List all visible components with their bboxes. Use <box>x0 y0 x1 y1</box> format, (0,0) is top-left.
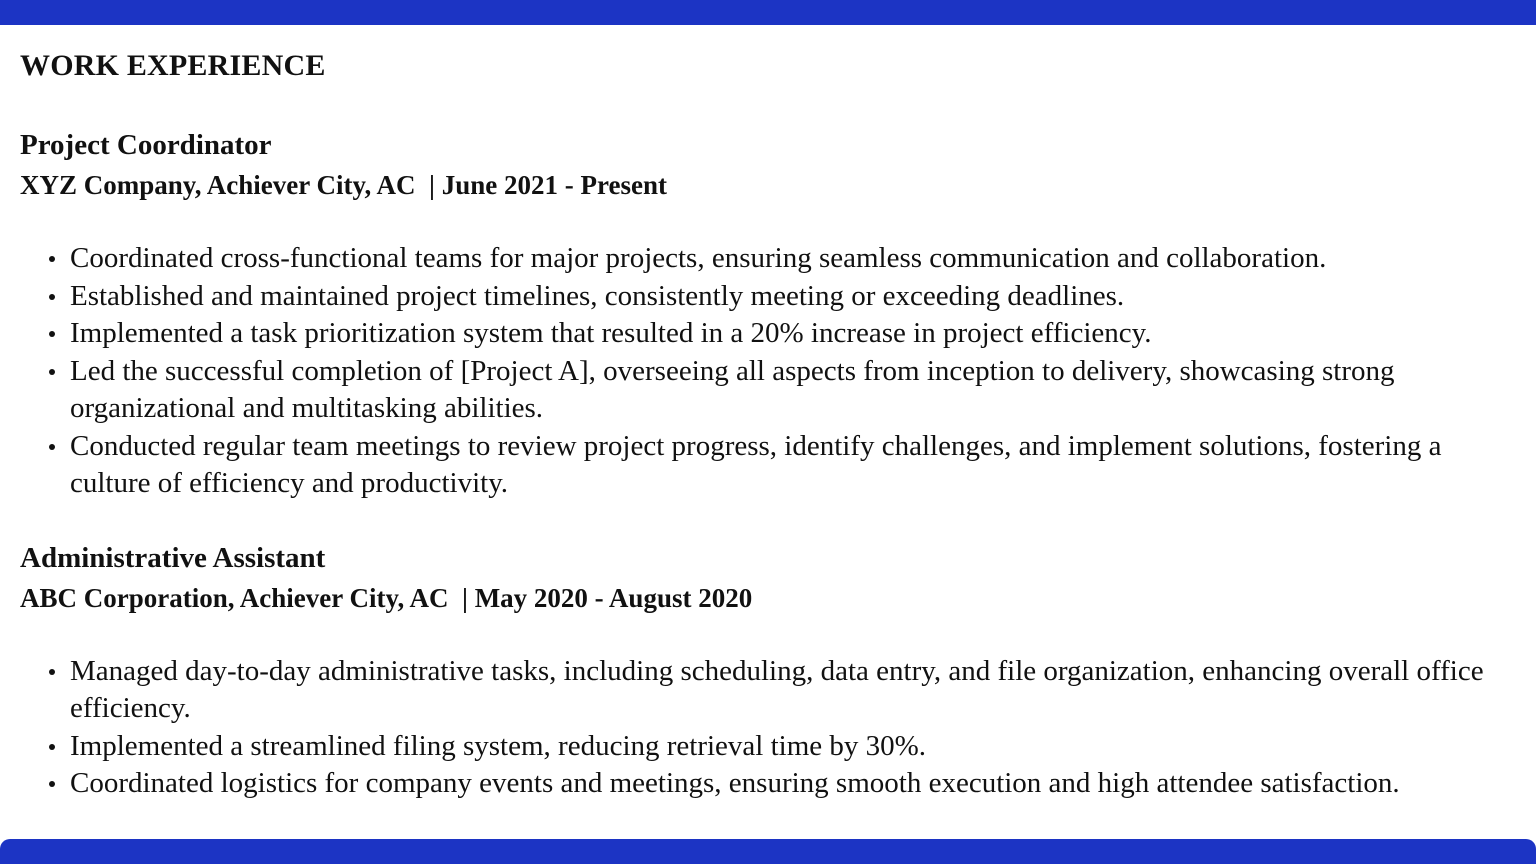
bullet-text: Conducted regular team meetings to review project progress, identify challenges, and implement solutions, fostering a culture of efficiency and productivity. <box>70 429 1442 499</box>
bullet-text: Implemented a task prioritization system that resulted in a 20% increase in project efficiency. <box>70 317 1152 349</box>
bullet-text: Implemented a streamlined filing system, reducing retrieval time by 30%. <box>70 729 927 762</box>
list-item <box>20 240 1520 278</box>
bullet-icon <box>49 744 55 750</box>
job-dates: May 2020 - August 2020 <box>474 582 753 613</box>
bullet-text: Led the successful completion of [Project A], overseeing all aspects from inception to delivery, showcasing strong organizational and multitasking abilities. <box>70 354 1395 424</box>
job-company: XYZ Company, Achiever City, AC <box>20 170 416 200</box>
list-item <box>20 765 1520 803</box>
job-dates: June 2021 - Present <box>441 170 667 200</box>
bullet-icon <box>49 669 55 675</box>
list-item <box>20 353 1520 428</box>
job-bullet-list <box>20 653 1520 803</box>
bullet-icon <box>49 256 55 262</box>
bullet-icon <box>49 781 55 787</box>
job-title: Project Coordinator <box>20 129 272 161</box>
list-item <box>20 278 1520 316</box>
bullet-text: Coordinated cross-functional teams for major projects, ensuring seamless communication and collaboration. <box>70 242 1327 274</box>
bullet-icon <box>49 294 55 300</box>
bottom-accent-bar <box>0 839 1536 864</box>
job-entry-project-coordinator <box>20 125 1520 503</box>
list-item <box>20 428 1520 503</box>
job-meta-separator: | <box>415 170 442 200</box>
job-meta <box>20 165 1520 205</box>
job-bullet-list <box>20 240 1520 503</box>
job-company: ABC Corporation, Achiever City, AC <box>20 582 449 613</box>
top-accent-bar <box>0 0 1536 25</box>
job-meta <box>20 578 1520 618</box>
section-title: WORK EXPERIENCE <box>20 49 326 82</box>
list-item <box>20 653 1520 728</box>
bullet-icon <box>49 331 55 337</box>
job-title: Administrative Assistant <box>20 541 326 574</box>
job-entry-administrative-assistant <box>20 538 1520 803</box>
list-item <box>20 315 1520 353</box>
work-experience-section <box>20 46 1520 803</box>
list-item <box>20 728 1520 766</box>
bullet-text: Established and maintained project timelines, consistently meeting or exceeding deadlines. <box>70 279 1125 312</box>
job-meta-separator: | <box>448 582 475 613</box>
bullet-text: Managed day-to-day administrative tasks, including scheduling, data entry, and file organization, enhancing overall office efficiency. <box>70 654 1484 724</box>
bullet-icon <box>49 369 55 375</box>
bullet-text: Coordinated logistics for company events and meetings, ensuring smooth execution and high attendee satisfaction. <box>70 767 1400 799</box>
bullet-icon <box>49 444 55 450</box>
